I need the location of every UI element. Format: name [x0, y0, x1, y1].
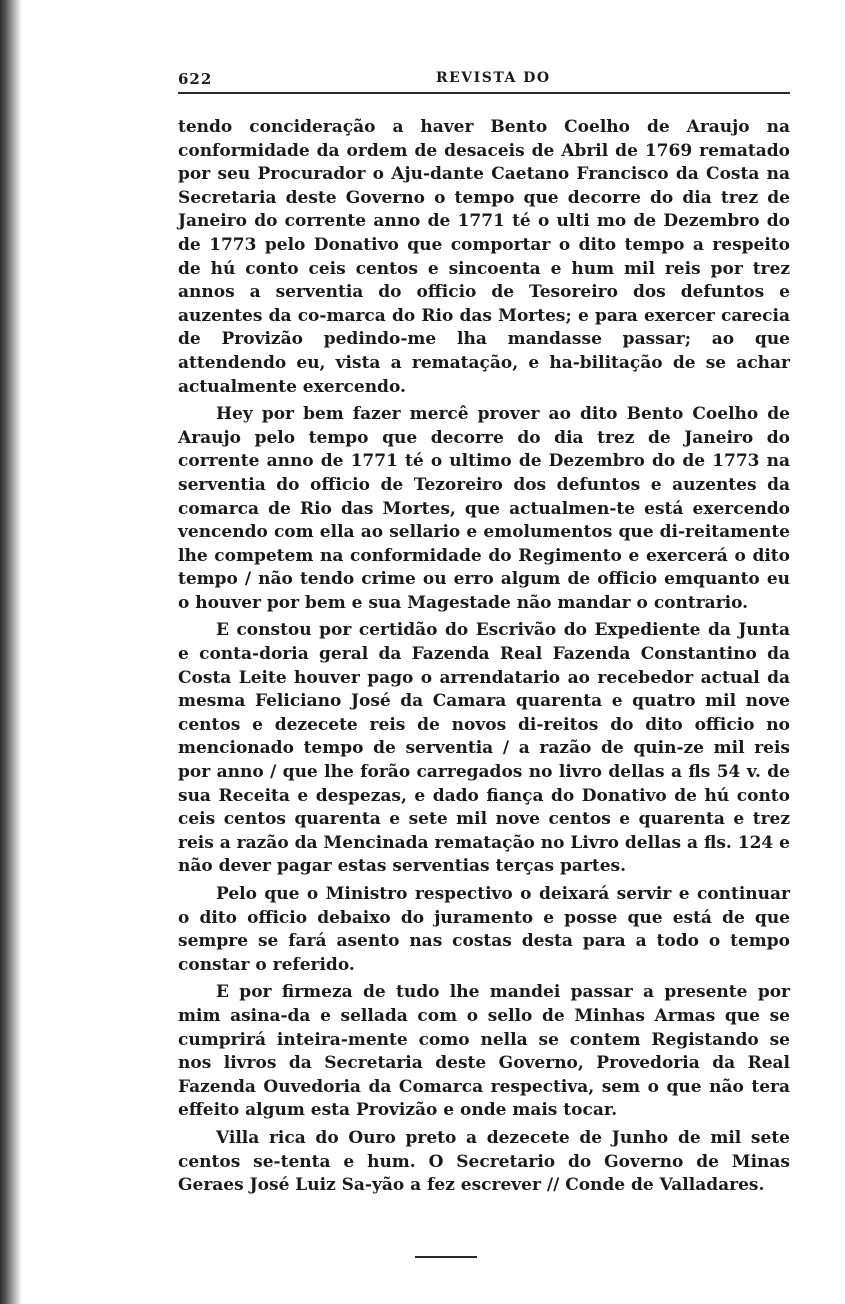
running-head [178, 66, 790, 94]
book-binding-edge [0, 0, 22, 1304]
paragraph-4: Pelo que o Ministro respectivo o deixará servir e continuar o dito officio debaixo do juramento e posse que está de que sempre se fará asento nas costas desta para a todo o tempo constar o referido. [178, 884, 790, 975]
paragraph-5: E por firmeza de tudo lhe mandei passar a presente por mim asina-da e sellada com o sello de Minhas Armas que se cumprirá inteira-mente como nella se contem Registando se nos livros da Secretaria deste Governo, Provedoria da Real Fazenda Ouvedoria da Comarca respectiva, sem o que não tera effeito algum esta Provizão e onde mais tocar. [178, 982, 790, 1121]
paragraph-6: Villa rica do Ouro preto a dezecete de Junho de mil sete centos se-tenta e hum. O Secretario do Governo de Minas Geraes José Luiz Sa-yão a fez escrever // Conde de Valladares. [178, 1127, 790, 1196]
paragraph-2: Hey por bem fazer mercê prover ao dito Bento Coelho de Araujo pelo tempo que decorre do dia trez de Janeiro do corrente anno de 1771 té o ultimo de Dezembro do de 1773 na serventia do officio de Tezoreiro dos defuntos e auzentes da comarca de Rio das Mortes, que actualmen-te está exercendo vencendo com ella ao sellario e emolumentos que di-reitamente lhe competem na conformidade do Regimento e exercerá o dito tempo / não tendo crime ou erro algum de officio emquanto eu o houver por bem e sua Magestade não mandar o contrario. [178, 404, 790, 613]
section-end-rule [415, 1256, 477, 1258]
body-text [178, 116, 790, 1198]
paragraph-3: E constou por certidão do Escrivão do Expediente da Junta e conta-doria geral da Fazenda Real Fazenda Constantino da Costa Leite houver pago o arrendatario ao recebedor actual da mesma Feliciano José da Camara quarenta e quatro mil nove centos e dezecete reis de novos di-reitos do dito officio no mencionado tempo de serventia / a razão de quin-ze mil reis por anno / que lhe forão carregados no livro dellas a fls 54 v. de sua Receita e despezas, e dado fiança do Donativo de hú conto ceis centos quarenta e sete mil nove centos e quarenta e trez reis a razão da Mencinada rematação no Livro dellas a fls. 124 e não dever pagar estas serventias terças partes. [178, 620, 790, 877]
journal-title: REVISTA DO [436, 70, 551, 86]
document-page [178, 66, 790, 1258]
page-number: 622 [178, 70, 213, 88]
paragraph-1: tendo concideração a haver Bento Coelho de Araujo na conformidade da ordem de desaceis de Abril de 1769 rematado por seu Procurador o Aju-dante Caetano Francisco da Costa na Secretaria deste Governo o tempo que decorre do dia trez de Janeiro do corrente anno de 1771 té o ulti mo de Dezembro do de 1773 pelo Donativo que comportar o dito tempo a respeito de hú conto ceis centos e sincoenta e hum mil reis por trez annos a serventia do officio de Tesoreiro dos defuntos e auzentes da co-marca do Rio das Mortes; e para exercer carecia de Provizão pedindo-me lha mandasse passar; ao que attendendo eu, vista a rematação, e ha-bilitação de se achar actualmente exercendo. [178, 117, 790, 397]
